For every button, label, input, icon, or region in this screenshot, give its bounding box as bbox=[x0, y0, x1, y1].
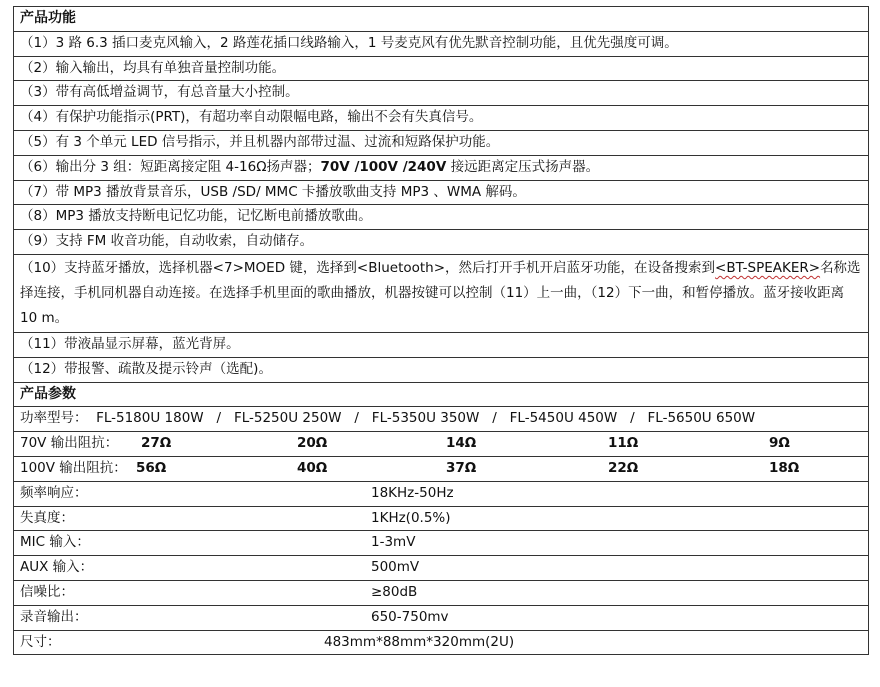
feature-row bbox=[14, 155, 869, 180]
feature-item-6-suffix: 接远距离定压式扬声器。 bbox=[446, 158, 600, 175]
feature-row bbox=[14, 31, 869, 56]
feature-row bbox=[14, 56, 869, 81]
spec-label: 录音输出： bbox=[20, 608, 88, 625]
feature-row bbox=[14, 81, 869, 106]
impedance-100v-value: 18Ω bbox=[769, 459, 800, 476]
spec-row-record-out bbox=[14, 605, 869, 630]
spec-cell bbox=[14, 605, 869, 630]
params-heading: 产品参数 bbox=[14, 382, 869, 407]
spec-value: 1KHz(0.5%) bbox=[371, 509, 451, 526]
params-heading-row bbox=[14, 382, 869, 407]
spec-document bbox=[13, 6, 869, 655]
spec-label: AUX 输入： bbox=[20, 559, 94, 576]
models-row bbox=[14, 407, 869, 432]
feature-item-6-voltages: 70V /100V /240V bbox=[320, 158, 447, 175]
feature-item-5: （5）有 3 个单元 LED 信号指示，并且机器内部带过温、过流和短路保护功能。 bbox=[14, 130, 869, 155]
feature-item-2: （2）输入输出，均具有单独音量控制功能。 bbox=[14, 56, 869, 81]
feature-item-6 bbox=[14, 155, 869, 180]
spec-cell bbox=[14, 506, 869, 531]
feature-row bbox=[14, 130, 869, 155]
impedance-70v-row bbox=[14, 432, 869, 457]
feature-row bbox=[14, 180, 869, 205]
feature-item-10 bbox=[14, 254, 869, 332]
spec-row-size bbox=[14, 630, 869, 655]
spec-label: MIC 输入： bbox=[20, 534, 90, 551]
feature-item-10-device-name: <BT-SPEAKER> bbox=[715, 259, 821, 276]
impedance-70v-value: 9Ω bbox=[769, 435, 790, 452]
impedance-70v-cell bbox=[14, 432, 869, 457]
impedance-70v-value: 11Ω bbox=[608, 435, 639, 452]
feature-item-10-part1: （10）支持蓝牙播放，选择机器<7>MOED 键，选择到<Bluetooth>，然后打开手机开启蓝牙功能，在设备搜索到 bbox=[20, 259, 716, 276]
feature-row bbox=[14, 332, 869, 357]
spec-label: 信噪比： bbox=[20, 583, 74, 600]
spec-row-mic bbox=[14, 531, 869, 556]
feature-item-11: （11）带液晶显示屏幕，蓝光背屏。 bbox=[14, 332, 869, 357]
spec-cell bbox=[14, 580, 869, 605]
spec-label: 失真度： bbox=[20, 509, 74, 526]
spec-value: 650-750mv bbox=[371, 608, 449, 625]
feature-item-9: （9）支持 FM 收音功能，自动收索，自动储存。 bbox=[14, 230, 869, 255]
spec-row-aux bbox=[14, 556, 869, 581]
spec-row-distortion bbox=[14, 506, 869, 531]
feature-row bbox=[14, 205, 869, 230]
impedance-100v-cell bbox=[14, 456, 869, 481]
spec-cell bbox=[14, 556, 869, 581]
features-heading: 产品功能 bbox=[14, 7, 869, 32]
spec-label: 频率响应： bbox=[20, 484, 88, 501]
impedance-100v-value: 37Ω bbox=[446, 459, 477, 476]
spec-value: 483mm*88mm*320mm(2U) bbox=[324, 633, 515, 650]
feature-row bbox=[14, 230, 869, 255]
impedance-100v-value: 40Ω bbox=[297, 459, 328, 476]
impedance-70v-value: 14Ω bbox=[446, 435, 477, 452]
spec-cell bbox=[14, 531, 869, 556]
feature-item-1: （1）3 路 6.3 插口麦克风输入，2 路莲花插口线路输入，1 号麦克风有优先默音控制功能，且优先强度可调。 bbox=[14, 31, 869, 56]
feature-item-4: （4）有保护功能指示(PRT)，有超功率自动限幅电路，输出不会有失真信号。 bbox=[14, 106, 869, 131]
feature-item-8: （8）MP3 播放支持断电记忆功能，记忆断电前播放歌曲。 bbox=[14, 205, 869, 230]
feature-row bbox=[14, 106, 869, 131]
spec-value: 18KHz-50Hz bbox=[371, 484, 454, 501]
impedance-100v-value: 56Ω bbox=[136, 459, 167, 476]
feature-item-10-part2: 名称选择连接，手机同机器自动连接。在选择手机里面的歌曲播放，机器按键可以控制（11）上一曲，（12）下一曲，和暂停播放。蓝牙接收距离 10 m。 bbox=[20, 259, 861, 326]
feature-item-3: （3）带有高低增益调节，有总音量大小控制。 bbox=[14, 81, 869, 106]
spec-table bbox=[13, 6, 869, 655]
spec-row-snr bbox=[14, 580, 869, 605]
spec-value: 1-3mV bbox=[371, 534, 416, 551]
feature-item-6-prefix: （6）输出分 3 组：短距离接定阻 4-16Ω扬声器； bbox=[20, 158, 321, 175]
spec-cell bbox=[14, 481, 869, 506]
feature-item-12: （12）带报警、疏散及提示铃声（选配)。 bbox=[14, 357, 869, 382]
impedance-70v-value: 20Ω bbox=[297, 435, 328, 452]
models-cell: 功率型号： FL-5180U 180W / FL-5250U 250W / FL-5350U 350W / FL-5450U 450W / FL-5650U 650W bbox=[14, 407, 869, 432]
spec-cell bbox=[14, 630, 869, 655]
feature-row bbox=[14, 357, 869, 382]
impedance-100v-value: 22Ω bbox=[608, 459, 639, 476]
features-heading-row bbox=[14, 7, 869, 32]
impedance-100v-row bbox=[14, 456, 869, 481]
spec-value: 500mV bbox=[371, 559, 420, 576]
spec-row-frequency bbox=[14, 481, 869, 506]
spec-value: ≥80dB bbox=[371, 583, 418, 600]
impedance-100v-label: 100V 输出阻抗： bbox=[20, 459, 127, 476]
impedance-70v-value: 27Ω bbox=[141, 435, 172, 452]
spec-label: 尺寸： bbox=[20, 633, 61, 650]
feature-row bbox=[14, 254, 869, 332]
impedance-70v-label: 70V 输出阻抗： bbox=[20, 435, 119, 452]
feature-item-7: （7）带 MP3 播放背景音乐，USB /SD/ MMC 卡播放歌曲支持 MP3 、WMA 解码。 bbox=[14, 180, 869, 205]
